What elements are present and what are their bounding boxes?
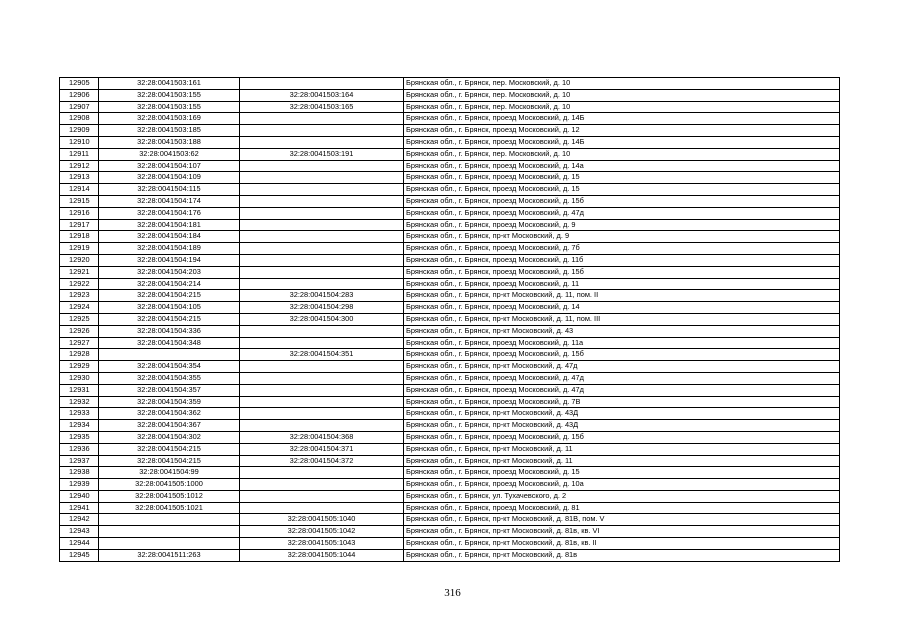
row-number-cell: 12913 bbox=[60, 172, 99, 184]
parcel-cadastral-cell: 32:28:0041503:155 bbox=[99, 101, 240, 113]
object-cadastral-cell: 32:28:0041505:1042 bbox=[240, 526, 404, 538]
address-cell: Брянская обл., г. Брянск, пр-кт Московский, д. 11, пом. III bbox=[404, 313, 840, 325]
table-row bbox=[60, 172, 840, 184]
address-cell: Брянская обл., г. Брянск, проезд Московский, д. 7В bbox=[404, 396, 840, 408]
table-row bbox=[60, 455, 840, 467]
row-number-cell: 12907 bbox=[60, 101, 99, 113]
table-row bbox=[60, 420, 840, 432]
object-cadastral-cell: 32:28:0041505:1040 bbox=[240, 514, 404, 526]
parcel-cadastral-cell: 32:28:0041504:362 bbox=[99, 408, 240, 420]
object-cadastral-cell bbox=[240, 467, 404, 479]
object-cadastral-cell bbox=[240, 502, 404, 514]
address-cell: Брянская обл., г. Брянск, проезд Московский, д. 15б bbox=[404, 266, 840, 278]
object-cadastral-cell: 32:28:0041504:371 bbox=[240, 443, 404, 455]
row-number-cell: 12905 bbox=[60, 78, 99, 90]
address-cell: Брянская обл., г. Брянск, проезд Московский, д. 15 bbox=[404, 172, 840, 184]
row-number-cell: 12940 bbox=[60, 490, 99, 502]
address-cell: Брянская обл., г. Брянск, пр-кт Московский, д. 11, пом. II bbox=[404, 290, 840, 302]
table-row bbox=[60, 526, 840, 538]
row-number-cell: 12927 bbox=[60, 337, 99, 349]
address-cell: Брянская обл., г. Брянск, пр-кт Московский, д. 81В, пом. V bbox=[404, 514, 840, 526]
registry-table-body bbox=[60, 78, 840, 562]
parcel-cadastral-cell: 32:28:0041504:215 bbox=[99, 313, 240, 325]
table-row bbox=[60, 231, 840, 243]
object-cadastral-cell bbox=[240, 396, 404, 408]
row-number-cell: 12935 bbox=[60, 431, 99, 443]
row-number-cell: 12933 bbox=[60, 408, 99, 420]
address-cell: Брянская обл., г. Брянск, проезд Московский, д. 15б bbox=[404, 349, 840, 361]
parcel-cadastral-cell: 32:28:0041504:367 bbox=[99, 420, 240, 432]
row-number-cell: 12939 bbox=[60, 479, 99, 491]
parcel-cadastral-cell: 32:28:0041504:194 bbox=[99, 254, 240, 266]
address-cell: Брянская обл., г. Брянск, проезд Московский, д. 15б bbox=[404, 195, 840, 207]
parcel-cadastral-cell bbox=[99, 526, 240, 538]
table-row bbox=[60, 266, 840, 278]
parcel-cadastral-cell: 32:28:0041504:336 bbox=[99, 325, 240, 337]
address-cell: Брянская обл., г. Брянск, проезд Московский, д. 14а bbox=[404, 160, 840, 172]
page-number: 316 bbox=[444, 587, 461, 599]
table-row bbox=[60, 408, 840, 420]
parcel-cadastral-cell: 32:28:0041504:181 bbox=[99, 219, 240, 231]
table-row bbox=[60, 514, 840, 526]
address-cell: Брянская обл., г. Брянск, проезд Московский, д. 11 bbox=[404, 278, 840, 290]
table-row bbox=[60, 136, 840, 148]
row-number-cell: 12915 bbox=[60, 195, 99, 207]
table-row bbox=[60, 195, 840, 207]
parcel-cadastral-cell: 32:28:0041504:215 bbox=[99, 455, 240, 467]
parcel-cadastral-cell: 32:28:0041504:215 bbox=[99, 443, 240, 455]
object-cadastral-cell: 32:28:0041503:191 bbox=[240, 148, 404, 160]
parcel-cadastral-cell: 32:28:0041505:1012 bbox=[99, 490, 240, 502]
address-cell: Брянская обл., г. Брянск, пр-кт Московский, д. 81в, кв. VI bbox=[404, 526, 840, 538]
object-cadastral-cell bbox=[240, 136, 404, 148]
parcel-cadastral-cell: 32:28:0041504:189 bbox=[99, 243, 240, 255]
parcel-cadastral-cell bbox=[99, 514, 240, 526]
object-cadastral-cell: 32:28:0041504:283 bbox=[240, 290, 404, 302]
table-row bbox=[60, 160, 840, 172]
table-row bbox=[60, 361, 840, 373]
parcel-cadastral-cell: 32:28:0041503:62 bbox=[99, 148, 240, 160]
parcel-cadastral-cell: 32:28:0041504:99 bbox=[99, 467, 240, 479]
table-row bbox=[60, 325, 840, 337]
parcel-cadastral-cell: 32:28:0041503:188 bbox=[99, 136, 240, 148]
parcel-cadastral-cell: 32:28:0041505:1021 bbox=[99, 502, 240, 514]
table-row bbox=[60, 431, 840, 443]
address-cell: Брянская обл., г. Брянск, ул. Тухачевского, д. 2 bbox=[404, 490, 840, 502]
table-row bbox=[60, 549, 840, 561]
parcel-cadastral-cell: 32:28:0041504:357 bbox=[99, 384, 240, 396]
row-number-cell: 12942 bbox=[60, 514, 99, 526]
table-row bbox=[60, 467, 840, 479]
object-cadastral-cell bbox=[240, 479, 404, 491]
row-number-cell: 12919 bbox=[60, 243, 99, 255]
table-row bbox=[60, 125, 840, 137]
table-row bbox=[60, 313, 840, 325]
parcel-cadastral-cell: 32:28:0041504:105 bbox=[99, 302, 240, 314]
address-cell: Брянская обл., г. Брянск, пр-кт Московский, д. 47д bbox=[404, 361, 840, 373]
row-number-cell: 12920 bbox=[60, 254, 99, 266]
table-row bbox=[60, 290, 840, 302]
address-cell: Брянская обл., г. Брянск, пр-кт Московский, д. 43 bbox=[404, 325, 840, 337]
parcel-cadastral-cell: 32:28:0041504:348 bbox=[99, 337, 240, 349]
row-number-cell: 12926 bbox=[60, 325, 99, 337]
address-cell: Брянская обл., г. Брянск, проезд Московский, д. 7б bbox=[404, 243, 840, 255]
row-number-cell: 12914 bbox=[60, 184, 99, 196]
row-number-cell: 12930 bbox=[60, 372, 99, 384]
table-row bbox=[60, 101, 840, 113]
row-number-cell: 12937 bbox=[60, 455, 99, 467]
object-cadastral-cell bbox=[240, 278, 404, 290]
address-cell: Брянская обл., г. Брянск, проезд Московский, д. 47д bbox=[404, 372, 840, 384]
row-number-cell: 12924 bbox=[60, 302, 99, 314]
table-row bbox=[60, 538, 840, 550]
address-cell: Брянская обл., г. Брянск, пер. Московский, д. 10 bbox=[404, 101, 840, 113]
address-cell: Брянская обл., г. Брянск, проезд Московский, д. 11б bbox=[404, 254, 840, 266]
object-cadastral-cell: 32:28:0041504:298 bbox=[240, 302, 404, 314]
object-cadastral-cell bbox=[240, 490, 404, 502]
address-cell: Брянская обл., г. Брянск, проезд Московский, д. 14 bbox=[404, 302, 840, 314]
object-cadastral-cell bbox=[240, 184, 404, 196]
parcel-cadastral-cell: 32:28:0041503:155 bbox=[99, 89, 240, 101]
row-number-cell: 12928 bbox=[60, 349, 99, 361]
object-cadastral-cell bbox=[240, 384, 404, 396]
address-cell: Брянская обл., г. Брянск, проезд Московский, д. 15б bbox=[404, 431, 840, 443]
registry-table bbox=[59, 77, 840, 562]
parcel-cadastral-cell: 32:28:0041504:302 bbox=[99, 431, 240, 443]
address-cell: Брянская обл., г. Брянск, проезд Московский, д. 47д bbox=[404, 207, 840, 219]
table-row bbox=[60, 89, 840, 101]
address-cell: Брянская обл., г. Брянск, проезд Московский, д. 12 bbox=[404, 125, 840, 137]
table-row bbox=[60, 302, 840, 314]
table-row bbox=[60, 384, 840, 396]
object-cadastral-cell bbox=[240, 172, 404, 184]
row-number-cell: 12938 bbox=[60, 467, 99, 479]
parcel-cadastral-cell: 32:28:0041505:1000 bbox=[99, 479, 240, 491]
row-number-cell: 12917 bbox=[60, 219, 99, 231]
parcel-cadastral-cell: 32:28:0041504:184 bbox=[99, 231, 240, 243]
table-row bbox=[60, 479, 840, 491]
row-number-cell: 12906 bbox=[60, 89, 99, 101]
row-number-cell: 12944 bbox=[60, 538, 99, 550]
object-cadastral-cell bbox=[240, 254, 404, 266]
address-cell: Брянская обл., г. Брянск, пер. Московский, д. 10 bbox=[404, 148, 840, 160]
parcel-cadastral-cell: 32:28:0041504:176 bbox=[99, 207, 240, 219]
table-row bbox=[60, 243, 840, 255]
row-number-cell: 12925 bbox=[60, 313, 99, 325]
object-cadastral-cell bbox=[240, 337, 404, 349]
object-cadastral-cell bbox=[240, 113, 404, 125]
row-number-cell: 12918 bbox=[60, 231, 99, 243]
row-number-cell: 12909 bbox=[60, 125, 99, 137]
object-cadastral-cell bbox=[240, 231, 404, 243]
address-cell: Брянская обл., г. Брянск, пер. Московский, д. 10 bbox=[404, 78, 840, 90]
row-number-cell: 12943 bbox=[60, 526, 99, 538]
object-cadastral-cell bbox=[240, 125, 404, 137]
parcel-cadastral-cell: 32:28:0041504:203 bbox=[99, 266, 240, 278]
address-cell: Брянская обл., г. Брянск, пр-кт Московский, д. 9 bbox=[404, 231, 840, 243]
table-row bbox=[60, 443, 840, 455]
row-number-cell: 12941 bbox=[60, 502, 99, 514]
table-row bbox=[60, 396, 840, 408]
table-row bbox=[60, 78, 840, 90]
table-row bbox=[60, 278, 840, 290]
address-cell: Брянская обл., г. Брянск, пер. Московский, д. 10 bbox=[404, 89, 840, 101]
row-number-cell: 12922 bbox=[60, 278, 99, 290]
parcel-cadastral-cell: 32:28:0041503:185 bbox=[99, 125, 240, 137]
object-cadastral-cell bbox=[240, 361, 404, 373]
row-number-cell: 12916 bbox=[60, 207, 99, 219]
table-row bbox=[60, 490, 840, 502]
address-cell: Брянская обл., г. Брянск, проезд Московский, д. 47д bbox=[404, 384, 840, 396]
address-cell: Брянская обл., г. Брянск, пр-кт Московский, д. 81в, кв. II bbox=[404, 538, 840, 550]
object-cadastral-cell bbox=[240, 195, 404, 207]
object-cadastral-cell: 32:28:0041505:1044 bbox=[240, 549, 404, 561]
parcel-cadastral-cell bbox=[99, 349, 240, 361]
address-cell: Брянская обл., г. Брянск, пр-кт Московский, д. 43Д bbox=[404, 420, 840, 432]
parcel-cadastral-cell: 32:28:0041504:107 bbox=[99, 160, 240, 172]
object-cadastral-cell bbox=[240, 266, 404, 278]
object-cadastral-cell bbox=[240, 408, 404, 420]
row-number-cell: 12934 bbox=[60, 420, 99, 432]
address-cell: Брянская обл., г. Брянск, проезд Московский, д. 14Б bbox=[404, 136, 840, 148]
row-number-cell: 12929 bbox=[60, 361, 99, 373]
address-cell: Брянская обл., г. Брянск, проезд Московский, д. 10а bbox=[404, 479, 840, 491]
row-number-cell: 12932 bbox=[60, 396, 99, 408]
object-cadastral-cell bbox=[240, 420, 404, 432]
parcel-cadastral-cell: 32:28:0041511:263 bbox=[99, 549, 240, 561]
address-cell: Брянская обл., г. Брянск, проезд Московский, д. 15 bbox=[404, 184, 840, 196]
table-row bbox=[60, 184, 840, 196]
parcel-cadastral-cell: 32:28:0041504:215 bbox=[99, 290, 240, 302]
object-cadastral-cell: 32:28:0041503:164 bbox=[240, 89, 404, 101]
object-cadastral-cell: 32:28:0041504:300 bbox=[240, 313, 404, 325]
object-cadastral-cell: 32:28:0041504:368 bbox=[240, 431, 404, 443]
address-cell: Брянская обл., г. Брянск, проезд Московский, д. 81 bbox=[404, 502, 840, 514]
parcel-cadastral-cell: 32:28:0041504:109 bbox=[99, 172, 240, 184]
table-row bbox=[60, 349, 840, 361]
row-number-cell: 12923 bbox=[60, 290, 99, 302]
object-cadastral-cell bbox=[240, 325, 404, 337]
table-row bbox=[60, 207, 840, 219]
address-cell: Брянская обл., г. Брянск, пр-кт Московский, д. 11 bbox=[404, 455, 840, 467]
parcel-cadastral-cell: 32:28:0041504:174 bbox=[99, 195, 240, 207]
parcel-cadastral-cell: 32:28:0041504:214 bbox=[99, 278, 240, 290]
object-cadastral-cell: 32:28:0041505:1043 bbox=[240, 538, 404, 550]
table-row bbox=[60, 254, 840, 266]
object-cadastral-cell bbox=[240, 219, 404, 231]
object-cadastral-cell: 32:28:0041503:165 bbox=[240, 101, 404, 113]
row-number-cell: 12936 bbox=[60, 443, 99, 455]
object-cadastral-cell bbox=[240, 160, 404, 172]
address-cell: Брянская обл., г. Брянск, пр-кт Московский, д. 81в bbox=[404, 549, 840, 561]
parcel-cadastral-cell: 32:28:0041504:354 bbox=[99, 361, 240, 373]
row-number-cell: 12910 bbox=[60, 136, 99, 148]
parcel-cadastral-cell: 32:28:0041503:169 bbox=[99, 113, 240, 125]
object-cadastral-cell bbox=[240, 243, 404, 255]
address-cell: Брянская обл., г. Брянск, проезд Московский, д. 9 bbox=[404, 219, 840, 231]
object-cadastral-cell bbox=[240, 78, 404, 90]
address-cell: Брянская обл., г. Брянск, пр-кт Московский, д. 11 bbox=[404, 443, 840, 455]
address-cell: Брянская обл., г. Брянск, проезд Московский, д. 14Б bbox=[404, 113, 840, 125]
parcel-cadastral-cell: 32:28:0041504:359 bbox=[99, 396, 240, 408]
row-number-cell: 12911 bbox=[60, 148, 99, 160]
parcel-cadastral-cell: 32:28:0041504:115 bbox=[99, 184, 240, 196]
row-number-cell: 12945 bbox=[60, 549, 99, 561]
object-cadastral-cell: 32:28:0041504:372 bbox=[240, 455, 404, 467]
parcel-cadastral-cell bbox=[99, 538, 240, 550]
parcel-cadastral-cell: 32:28:0041503:161 bbox=[99, 78, 240, 90]
row-number-cell: 12912 bbox=[60, 160, 99, 172]
address-cell: Брянская обл., г. Брянск, проезд Московский, д. 15 bbox=[404, 467, 840, 479]
table-row bbox=[60, 372, 840, 384]
object-cadastral-cell bbox=[240, 372, 404, 384]
object-cadastral-cell: 32:28:0041504:351 bbox=[240, 349, 404, 361]
parcel-cadastral-cell: 32:28:0041504:355 bbox=[99, 372, 240, 384]
table-row bbox=[60, 502, 840, 514]
address-cell: Брянская обл., г. Брянск, пр-кт Московский, д. 43Д bbox=[404, 408, 840, 420]
row-number-cell: 12931 bbox=[60, 384, 99, 396]
row-number-cell: 12921 bbox=[60, 266, 99, 278]
row-number-cell: 12908 bbox=[60, 113, 99, 125]
table-row bbox=[60, 113, 840, 125]
address-cell: Брянская обл., г. Брянск, проезд Московский, д. 11а bbox=[404, 337, 840, 349]
table-row bbox=[60, 219, 840, 231]
object-cadastral-cell bbox=[240, 207, 404, 219]
table-row bbox=[60, 337, 840, 349]
table-row bbox=[60, 148, 840, 160]
